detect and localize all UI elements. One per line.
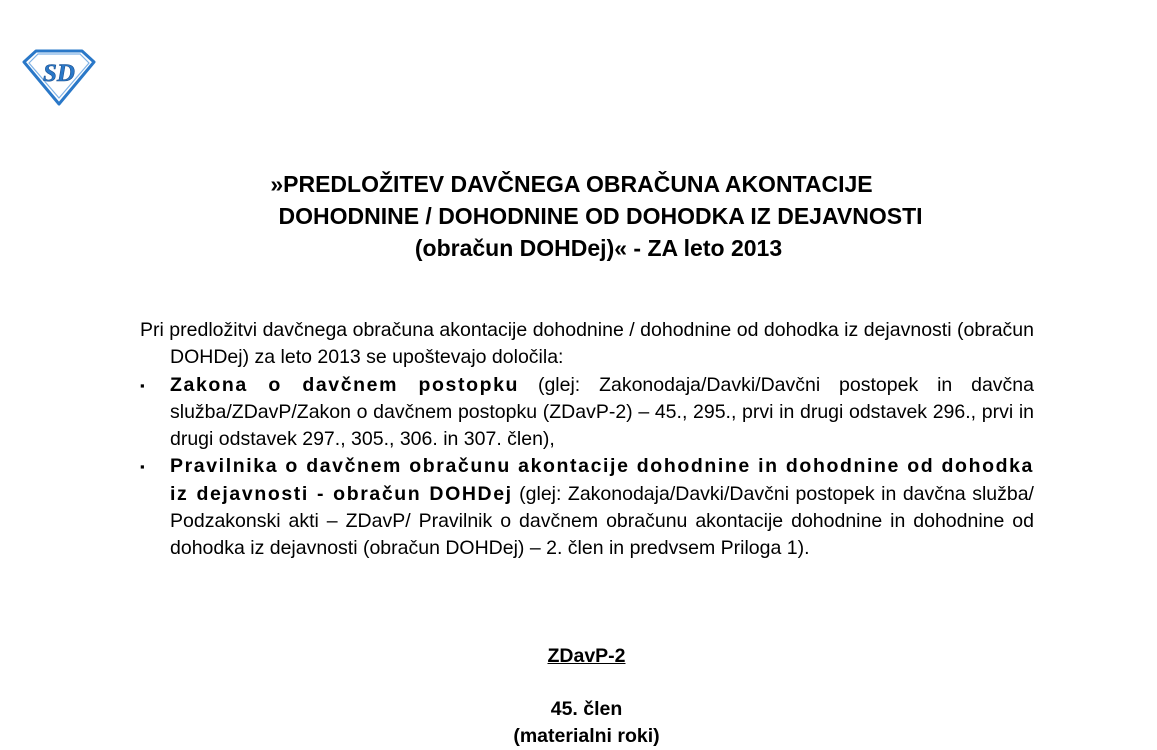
bullet-text: (glej: Zakonodaja/Davki/Davčni postopek in davčna služba/ Podzakonski akti – ZDavP/ Pravilnik o davčnem obračunu akontacije dohodnine in dohodnine od dohodka iz dejavnosti (obračun DOHDej) – 2. člen in predvsem Priloga 1).: [170, 482, 1034, 560]
bullet-bold-text: Zakona o davčnem postopku: [170, 373, 520, 396]
bullet-square-icon: ▪: [140, 377, 145, 393]
document-body: [140, 317, 1034, 563]
article-heading: 45. člen: [550, 698, 623, 720]
regulation-list: [140, 372, 1034, 563]
title-line-1: »PREDLOŽITEV DAVČNEGA OBRAČUNA AKONTACIJE: [270, 171, 873, 197]
title-line-3: (obračun DOHDej)« - ZA leto 2013: [414, 235, 783, 261]
bullet-text: (glej: Zakonodaja/Davki/Davčni postopek in davčna služba/ZDavP/Zakon o davčnem postopku (ZDavP-2) – 45., 295., prvi in drugi odstavek 296., prvi in drugi odstavek 297., 305., 306. in 307. člen),: [170, 373, 1034, 451]
intro-paragraph: Pri predložitvi davčnega obračuna akontacije dohodnine / dohodnine od dohodka iz dejavnosti (obračun DOHDej) za leto 2013 se upoštevajo določila:: [140, 319, 1034, 369]
bullet-bold-text: Pravilnika o davčnem obračunu akontacije dohodnine in dohodnine od dohodka iz dejavnosti - obračun DOHDej: [170, 455, 1034, 505]
list-item: [140, 453, 1034, 562]
sd-diamond-logo-icon: [22, 48, 96, 106]
list-item: [140, 372, 1034, 454]
logo-text: SD: [43, 60, 75, 87]
document-title: [0, 168, 1157, 264]
section-title: ZDavP-2: [547, 645, 626, 667]
article-subtitle: (materialni roki): [513, 725, 660, 747]
bullet-square-icon: ▪: [140, 459, 145, 475]
title-line-2: DOHODNINE / DOHODNINE OD DOHODKA IZ DEJAVNOSTI: [278, 203, 923, 229]
